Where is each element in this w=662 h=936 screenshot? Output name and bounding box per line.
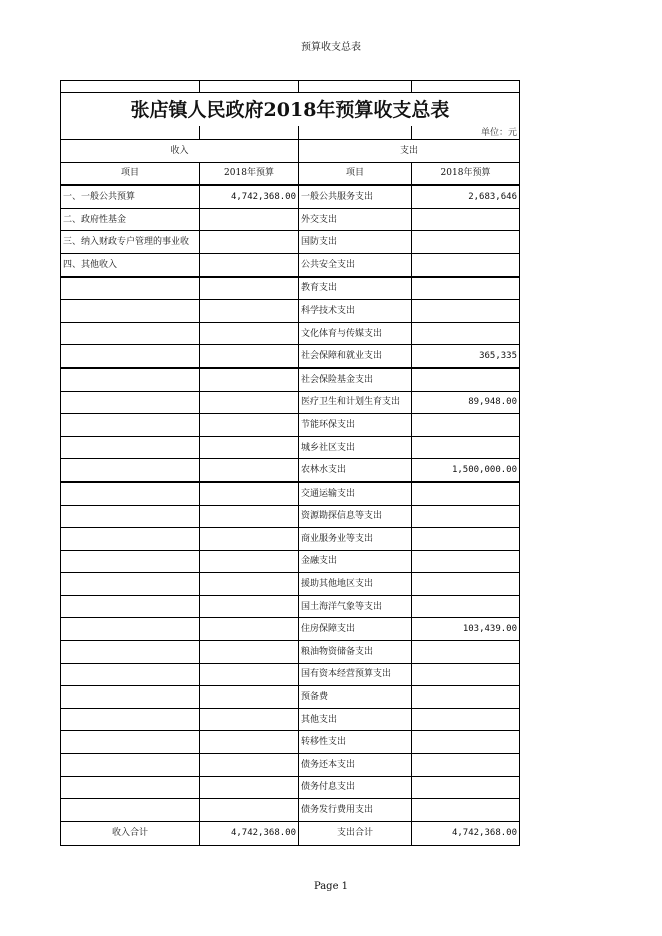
budget-table xyxy=(60,80,520,846)
table-row xyxy=(61,391,520,414)
spacer-row xyxy=(61,81,520,93)
income-budget-cell xyxy=(200,595,299,618)
table-row xyxy=(61,231,520,254)
income-budget-cell xyxy=(200,345,299,368)
income-budget-cell xyxy=(200,663,299,686)
income-item-cell: 一、一般公共预算 xyxy=(61,185,200,208)
income-budget-cell xyxy=(200,686,299,709)
expense-budget-cell xyxy=(412,300,520,323)
income-item-cell xyxy=(61,414,200,437)
expense-budget-cell xyxy=(412,414,520,437)
income-budget-cell xyxy=(200,799,299,822)
expense-item-cell: 商业服务业等支出 xyxy=(299,528,412,551)
table-row xyxy=(61,663,520,686)
table-row xyxy=(61,208,520,231)
table-row xyxy=(61,436,520,459)
income-item-cell xyxy=(61,459,200,482)
income-budget-cell xyxy=(200,482,299,505)
table-row xyxy=(61,482,520,505)
expense-budget-cell xyxy=(412,528,520,551)
expense-item-cell: 文化体育与传媒支出 xyxy=(299,322,412,345)
expense-budget-cell xyxy=(412,208,520,231)
expense-budget-cell xyxy=(412,595,520,618)
col-header-income-budget: 2018年预算 xyxy=(200,162,299,185)
expense-budget-cell xyxy=(412,253,520,276)
expense-item-cell: 科学技术支出 xyxy=(299,300,412,323)
income-item-cell xyxy=(61,686,200,709)
table-row xyxy=(61,345,520,368)
expense-item-cell: 转移性支出 xyxy=(299,731,412,754)
expense-budget-cell: 365,335 xyxy=(412,345,520,368)
table-row xyxy=(61,528,520,551)
table-row xyxy=(61,618,520,641)
income-budget-cell xyxy=(200,754,299,777)
income-budget-cell xyxy=(200,414,299,437)
expense-budget-cell xyxy=(412,550,520,573)
income-item-cell xyxy=(61,550,200,573)
expense-item-cell: 债务还本支出 xyxy=(299,754,412,777)
income-budget-cell xyxy=(200,731,299,754)
expense-budget-cell xyxy=(412,277,520,300)
table-row xyxy=(61,185,520,208)
income-item-cell xyxy=(61,641,200,664)
income-budget-cell xyxy=(200,368,299,391)
income-budget-cell xyxy=(200,618,299,641)
table-row xyxy=(61,686,520,709)
income-item-cell xyxy=(61,345,200,368)
table-row xyxy=(61,459,520,482)
income-item-cell xyxy=(61,277,200,300)
expense-item-cell: 农林水支出 xyxy=(299,459,412,482)
income-total-value: 4,742,368.00 xyxy=(200,821,299,845)
expense-item-cell: 公共安全支出 xyxy=(299,253,412,276)
expense-budget-cell xyxy=(412,776,520,799)
expense-item-cell: 节能环保支出 xyxy=(299,414,412,437)
expense-item-cell: 一般公共服务支出 xyxy=(299,185,412,208)
unit-label: 单位：元 xyxy=(412,126,520,140)
income-budget-cell xyxy=(200,391,299,414)
income-item-cell xyxy=(61,799,200,822)
income-budget-cell xyxy=(200,776,299,799)
expense-budget-cell xyxy=(412,641,520,664)
income-item-cell: 二、政府性基金 xyxy=(61,208,200,231)
table-row xyxy=(61,799,520,822)
expense-item-cell: 社会保障和就业支出 xyxy=(299,345,412,368)
expense-item-cell: 债务发行费用支出 xyxy=(299,799,412,822)
income-budget-cell xyxy=(200,550,299,573)
income-item-cell xyxy=(61,391,200,414)
section-header-row xyxy=(61,140,520,163)
table-row xyxy=(61,708,520,731)
expense-budget-cell xyxy=(412,663,520,686)
page-footer: Page 1 xyxy=(313,881,349,892)
income-total-label: 收入合计 xyxy=(61,821,200,845)
expense-item-cell: 粮油物资储备支出 xyxy=(299,641,412,664)
expense-budget-cell xyxy=(412,322,520,345)
col-header-expense-item: 项目 xyxy=(299,162,412,185)
expense-item-cell: 外交支出 xyxy=(299,208,412,231)
table-row xyxy=(61,253,520,276)
expense-item-cell: 国防支出 xyxy=(299,231,412,254)
expense-budget-cell xyxy=(412,708,520,731)
expense-total-label: 支出合计 xyxy=(299,821,412,845)
table-row xyxy=(61,754,520,777)
table-row xyxy=(61,731,520,754)
income-item-cell xyxy=(61,776,200,799)
income-item-cell: 四、其他收入 xyxy=(61,253,200,276)
income-budget-cell: 4,742,368.00 xyxy=(200,185,299,208)
expense-budget-cell xyxy=(412,436,520,459)
income-budget-cell xyxy=(200,208,299,231)
income-budget-cell xyxy=(200,436,299,459)
table-row xyxy=(61,505,520,528)
income-budget-cell xyxy=(200,708,299,731)
income-item-cell xyxy=(61,618,200,641)
income-item-cell: 三、纳入财政专户管理的事业收 xyxy=(61,231,200,254)
income-item-cell xyxy=(61,708,200,731)
col-header-expense-budget: 2018年预算 xyxy=(412,162,520,185)
expense-budget-cell xyxy=(412,731,520,754)
expense-item-cell: 国有资本经营预算支出 xyxy=(299,663,412,686)
income-budget-cell xyxy=(200,459,299,482)
income-item-cell xyxy=(61,300,200,323)
totals-row xyxy=(61,821,520,845)
expense-budget-cell: 103,439.00 xyxy=(412,618,520,641)
expense-budget-cell xyxy=(412,754,520,777)
expense-item-cell: 债务付息支出 xyxy=(299,776,412,799)
expense-item-cell: 社会保险基金支出 xyxy=(299,368,412,391)
table-row xyxy=(61,595,520,618)
expense-item-cell: 其他支出 xyxy=(299,708,412,731)
unit-row xyxy=(61,126,520,140)
income-item-cell xyxy=(61,663,200,686)
income-budget-cell xyxy=(200,277,299,300)
table-row xyxy=(61,277,520,300)
table-row xyxy=(61,573,520,596)
table-row xyxy=(61,550,520,573)
income-item-cell xyxy=(61,595,200,618)
expense-budget-cell xyxy=(412,482,520,505)
income-budget-cell xyxy=(200,322,299,345)
expense-heading: 支出 xyxy=(299,140,520,163)
income-item-cell xyxy=(61,482,200,505)
income-item-cell xyxy=(61,731,200,754)
income-budget-cell xyxy=(200,573,299,596)
expense-budget-cell xyxy=(412,799,520,822)
expense-item-cell: 金融支出 xyxy=(299,550,412,573)
table-row xyxy=(61,776,520,799)
table-row xyxy=(61,322,520,345)
income-heading: 收入 xyxy=(61,140,299,163)
table-row xyxy=(61,414,520,437)
expense-budget-cell: 89,948.00 xyxy=(412,391,520,414)
expense-item-cell: 教育支出 xyxy=(299,277,412,300)
col-header-income-item: 项目 xyxy=(61,162,200,185)
expense-budget-cell xyxy=(412,368,520,391)
expense-budget-cell xyxy=(412,505,520,528)
income-item-cell xyxy=(61,573,200,596)
title-row xyxy=(61,93,520,127)
income-item-cell xyxy=(61,368,200,391)
income-budget-cell xyxy=(200,231,299,254)
income-budget-cell xyxy=(200,253,299,276)
expense-item-cell: 国土海洋气象等支出 xyxy=(299,595,412,618)
income-item-cell xyxy=(61,322,200,345)
income-budget-cell xyxy=(200,300,299,323)
table-row xyxy=(61,300,520,323)
table-row xyxy=(61,641,520,664)
income-item-cell xyxy=(61,436,200,459)
table-row xyxy=(61,368,520,391)
expense-budget-cell xyxy=(412,686,520,709)
income-budget-cell xyxy=(200,528,299,551)
expense-total-value: 4,742,368.00 xyxy=(412,821,520,845)
income-budget-cell xyxy=(200,641,299,664)
expense-item-cell: 援助其他地区支出 xyxy=(299,573,412,596)
column-header-row xyxy=(61,162,520,185)
expense-item-cell: 城乡社区支出 xyxy=(299,436,412,459)
expense-item-cell: 预备费 xyxy=(299,686,412,709)
income-item-cell xyxy=(61,505,200,528)
expense-budget-cell: 1,500,000.00 xyxy=(412,459,520,482)
page-header: 预算收支总表 xyxy=(301,42,361,53)
income-budget-cell xyxy=(200,505,299,528)
expense-item-cell: 住房保障支出 xyxy=(299,618,412,641)
expense-budget-cell: 2,683,646 xyxy=(412,185,520,208)
expense-budget-cell xyxy=(412,231,520,254)
expense-item-cell: 交通运输支出 xyxy=(299,482,412,505)
expense-item-cell: 资源勘探信息等支出 xyxy=(299,505,412,528)
expense-item-cell: 医疗卫生和计划生育支出 xyxy=(299,391,412,414)
income-item-cell xyxy=(61,528,200,551)
table-title: 张店镇人民政府2018年预算收支总表 xyxy=(61,93,520,127)
income-item-cell xyxy=(61,754,200,777)
expense-budget-cell xyxy=(412,573,520,596)
